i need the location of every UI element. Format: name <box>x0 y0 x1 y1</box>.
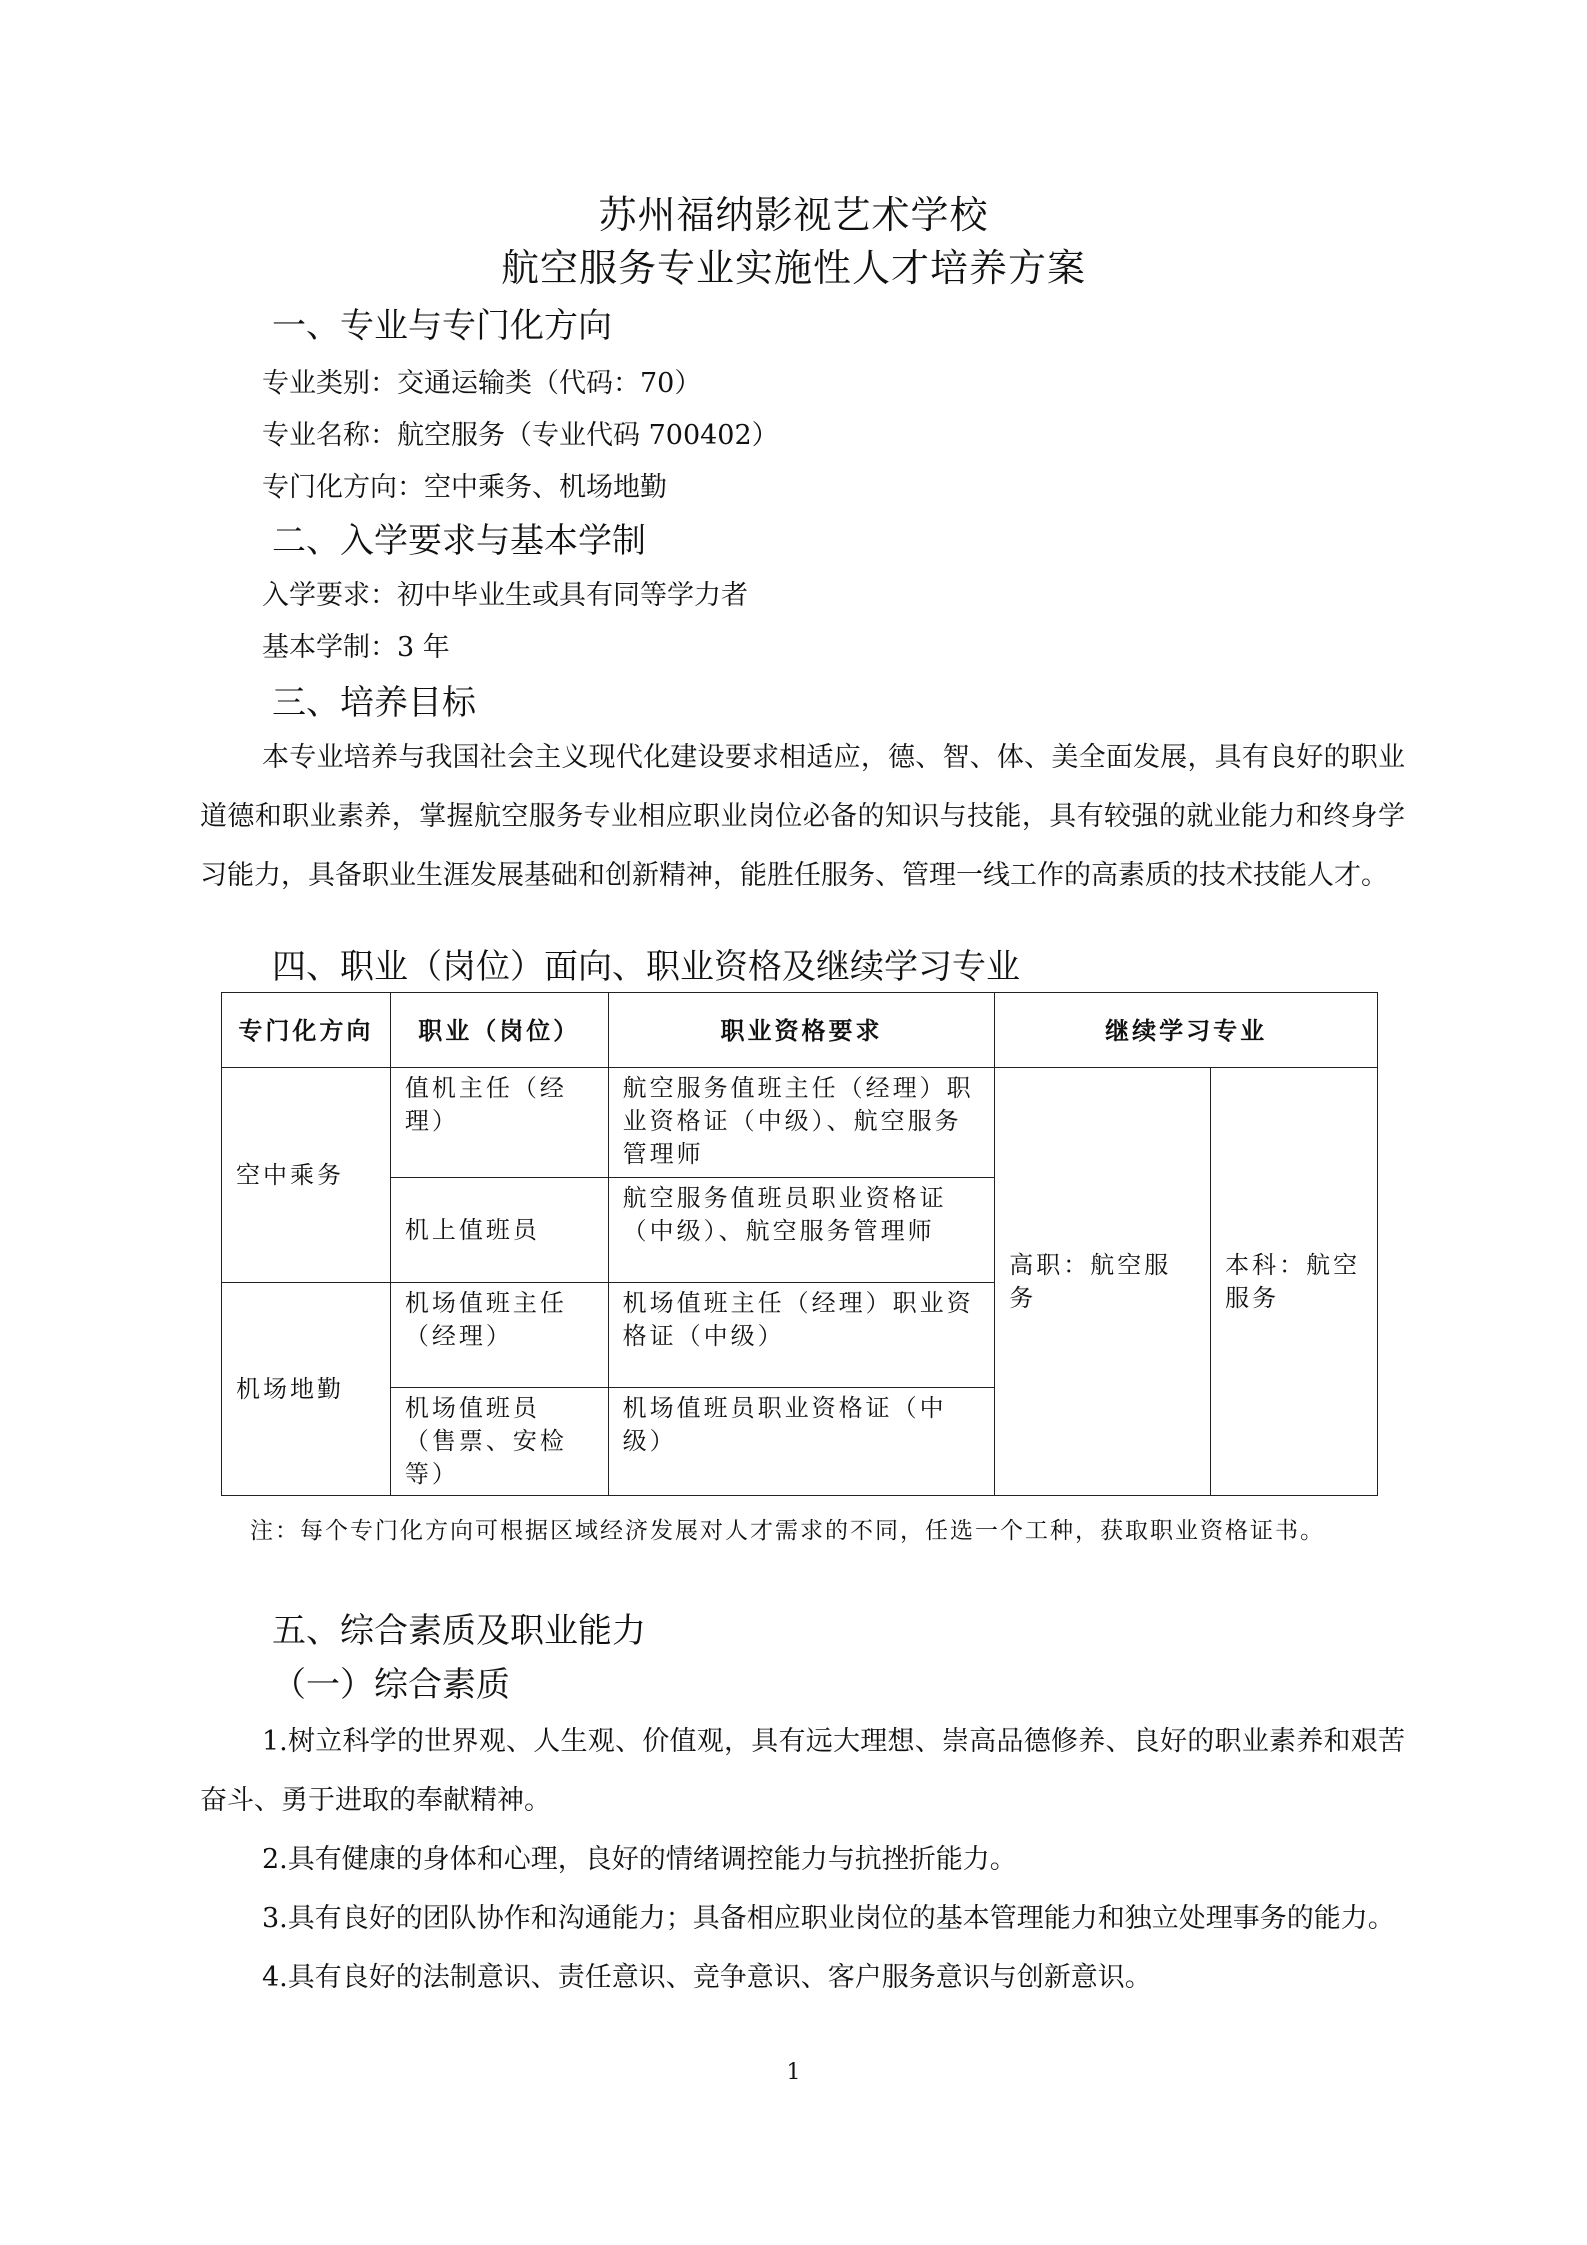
qualification-cell: 航空服务值班主任（经理）职业资格证（中级）、航空服务管理师 <box>608 1068 995 1178</box>
direction-cell: 空中乘务 <box>222 1068 391 1283</box>
quality-list <box>200 1712 1405 2007</box>
qualification-table <box>221 992 1378 1496</box>
list-item: 4.具有良好的法制意识、责任意识、竞争意识、客户服务意识与创新意识。 <box>262 1962 1152 1993</box>
plan-title: 航空服务专业实施性人才培养方案 <box>500 246 1086 290</box>
undergraduate-study-cell: 本科：航空服务 <box>1211 1068 1378 1496</box>
major-name: 专业名称：航空服务（专业代码 700402） <box>262 420 779 451</box>
direction-cell: 机场地勤 <box>222 1283 391 1496</box>
training-goal-text: 本专业培养与我国社会主义现代化建设要求相适应，德、智、体、美全面发展，具有良好的职业道德和职业素养，掌握航空服务专业相应职业岗位必备的知识与技能，具有较强的就业能力和终身学习能力，具备职业生涯发展基础和创新精神，能胜任服务、管理一线工作的高素质的技术技能人才。 <box>200 742 1405 891</box>
section4-heading: 四、职业（岗位）面向、职业资格及继续学习专业 <box>272 947 1020 987</box>
table-note-text: 注：每个专门化方向可根据区域经济发展对人才需求的不同，任选一个工种，获取职业资格证书。 <box>250 1518 1325 1544</box>
qualification-cell: 机场值班主任（经理）职业资格证（中级） <box>608 1283 995 1388</box>
table-row <box>222 1068 1378 1178</box>
table-note <box>200 1508 1405 1555</box>
section5-subheading: （一）综合素质 <box>272 1665 510 1705</box>
section1-heading: 一、专业与专门化方向 <box>272 306 612 346</box>
admission-requirement: 入学要求：初中毕业生或具有同等学力者 <box>262 580 748 611</box>
job-cell: 机场值班员（售票、安检等） <box>390 1388 608 1496</box>
list-item: 2.具有健康的身体和心理，良好的情绪调控能力与抗挫折能力。 <box>262 1844 1017 1875</box>
section3-heading: 三、培养目标 <box>272 683 476 723</box>
specialization-direction: 专门化方向：空中乘务、机场地勤 <box>262 472 667 503</box>
section5-heading: 五、综合素质及职业能力 <box>272 1611 646 1651</box>
training-goal <box>200 728 1405 905</box>
qualification-cell: 航空服务值班员职业资格证（中级）、航空服务管理师 <box>608 1178 995 1283</box>
job-cell: 机场值班主任（经理） <box>390 1283 608 1388</box>
header-job: 职业（岗位） <box>390 993 608 1068</box>
header-qualification: 职业资格要求 <box>608 993 995 1068</box>
vocational-study-cell: 高职：航空服务 <box>995 1068 1211 1496</box>
section2-heading: 二、入学要求与基本学制 <box>272 521 646 561</box>
job-cell: 值机主任（经理） <box>390 1068 608 1178</box>
major-category: 专业类别：交通运输类（代码：70） <box>262 368 702 399</box>
school-title: 苏州福纳影视艺术学校 <box>598 193 989 237</box>
list-item: 3.具有良好的团队协作和沟通能力；具备相应职业岗位的基本管理能力和独立处理事务的能力。 <box>262 1903 1395 1934</box>
job-cell: 机上值班员 <box>390 1178 608 1283</box>
study-duration: 基本学制：3 年 <box>262 632 450 663</box>
table-header-row <box>222 993 1378 1068</box>
qualification-cell: 机场值班员职业资格证（中级） <box>608 1388 995 1496</box>
header-further-study: 继续学习专业 <box>995 993 1378 1068</box>
page-number: 1 <box>786 2060 801 2085</box>
list-item: 1.树立科学的世界观、人生观、价值观，具有远大理想、崇高品德修养、良好的职业素养和艰苦奋斗、勇于进取的奉献精神。 <box>200 1726 1405 1816</box>
header-direction: 专门化方向 <box>222 993 391 1068</box>
